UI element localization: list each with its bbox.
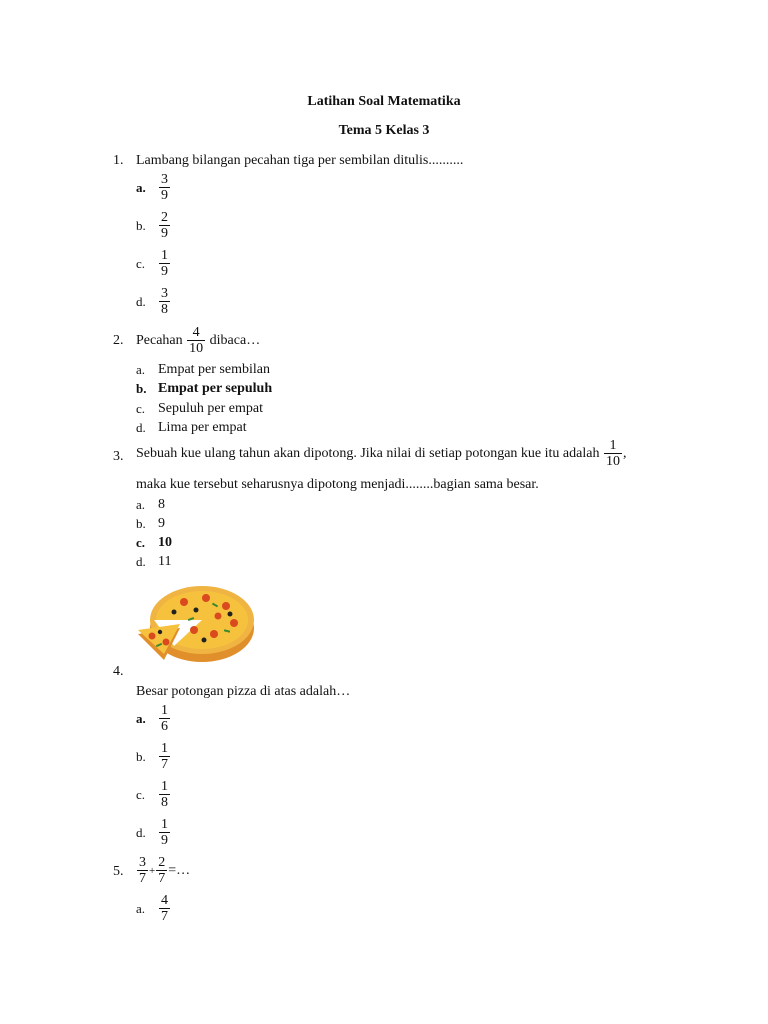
q4-option-d: d. $\frac{1}{9}$ [136, 817, 171, 848]
fraction: $\frac{2}{9}$ [161, 210, 168, 241]
q4-text: Besar potongan pizza di atas adalah… [136, 684, 351, 699]
q2-option-a: a. Empat per sembilan [136, 362, 270, 377]
pizza-image [134, 568, 256, 668]
q2-option-c: c. Sepuluh per empat [136, 401, 263, 416]
q3-option-b: b. 9 [136, 516, 165, 531]
fraction: $\frac{1}{7}$ [161, 741, 168, 772]
q1-option-a [136, 172, 171, 203]
q2-option-d: d. Lima per empat [136, 420, 247, 435]
q3-option-d: d. 11 [136, 554, 172, 569]
q3-number: 3. [113, 449, 124, 464]
q4-option-b: b. $\frac{1}{7}$ [136, 741, 171, 772]
fraction: $\frac{3}{9}$ [161, 172, 168, 203]
q2-number: 2. [113, 333, 124, 348]
fraction: $\frac{2}{7}$ [158, 855, 166, 886]
q5-number: 5. [113, 864, 124, 879]
q4-option-c: c. $\frac{1}{8}$ [136, 779, 171, 810]
q1-option-c [136, 248, 171, 279]
q5-option-a: a. $\frac{4}{7}$ [136, 893, 171, 924]
q5-expression: $\frac{3}{7}$ + $\frac{2}{7}$ =… [136, 855, 190, 886]
fraction: $\frac{4}{7}$ [161, 893, 168, 924]
q3-option-c: c. 10 [136, 535, 172, 550]
option-letter: d. [136, 293, 146, 309]
fraction: $\frac{1}{6}$ [161, 703, 168, 734]
q3-text-line2: maka kue tersebut seharusnya dipotong menjadi........bagian sama besar. [136, 477, 539, 492]
fraction: $\frac{1}{9}$ [161, 817, 168, 848]
fraction: $\frac{4}{10}$ [189, 325, 204, 356]
q1-option-b [136, 210, 171, 241]
fraction: $\frac{3}{8}$ [161, 286, 168, 317]
option-letter: b. [136, 217, 146, 233]
q4-number: 4. [113, 664, 124, 679]
fraction: $\frac{1}{8}$ [161, 779, 168, 810]
worksheet-title: Latihan Soal Matematika [307, 94, 461, 109]
fraction: $\frac{1}{9}$ [161, 248, 168, 279]
worksheet-subtitle: Tema 5 Kelas 3 [338, 123, 430, 138]
q2-option-b: b. Empat per sepuluh [136, 381, 273, 396]
option-letter: a. [136, 179, 146, 195]
q1-text: Lambang bilangan pecahan tiga per sembilan ditulis.......... [136, 153, 464, 168]
option-letter: c. [136, 255, 146, 271]
q3-option-a: a. 8 [136, 497, 165, 512]
fraction: $\frac{3}{7}$ [139, 855, 146, 886]
q2-text: Pecahan $\frac{4}{10}$ dibaca… [136, 325, 261, 356]
q1-option-d [136, 286, 171, 317]
fraction: $\frac{1}{10}$ [605, 438, 620, 469]
q1-number: 1. [113, 153, 124, 168]
q4-option-a: a. $\frac{1}{6}$ [136, 703, 171, 734]
q3-text-line1: Sebuah kue ulang tahun akan dipotong. Jika nilai di setiap potongan kue itu adalah $\frac{1}{10}$ , [136, 438, 627, 469]
